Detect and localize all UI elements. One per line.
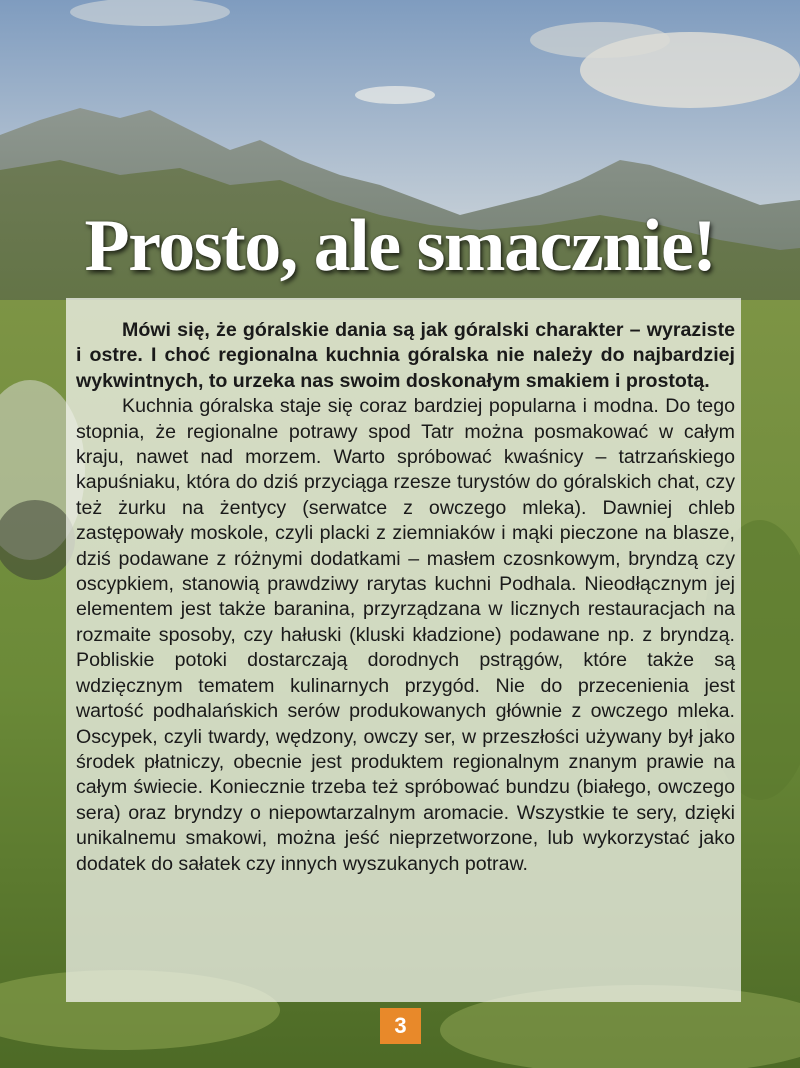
lead-paragraph: Mówi się, że góralskie dania są jak góralski charakter – wyraziste i ostre. I choć regionalna kuchnia góralska nie należy do najbardziej wykwintnych, to urzeka nas swoim doskonałym smakiem i prostotą. <box>76 319 735 392</box>
page-number-badge: 3 <box>380 1008 421 1044</box>
body-paragraph: Kuchnia góralska staje się coraz bardziej popularna i modna. Do tego stopnia, że regionalne potrawy spod Tatr można posmakować w całym kraju, nawet nad morzem. Warto spróbować kwaśnicy – tatrzańskiego kapuśniaku, która do dziś przyciąga rzesze turystów do góralskich chat, czy też żurku na żentycy (serwatce z owczego mleka). Dawniej chleb zastępowały moskole, czyli placki z ziemniaków i mąki pieczone na blasze, dziś podawane z różnymi dodatkami – masłem czosnkowym, bryndzą czy oscypkiem, stanowią prawdziwy rarytas kuchni Podhala. Nieodłącznym jej elementem jest także baranina, przyrządzana w licznych restauracjach na rozmaite sposoby, czy hałuski (kluski kładzione) podawane np. z bryndzą. Pobliskie potoki dostarczają dorodnych pstrągów, które także są wdzięcznym tematem kulinarnych przygód. Nie do przecenienia jest wartość podhalańskich serów produkowanych głównie z owczego mleka. Oscypek, czyli twardy, wędzony, owczy ser, w przeszłości używany był jako środek płatniczy, obecnie jest produktem regionalnym znanym prawie na całym świecie. Koniecznie trzeba też spróbować bundzu (białego, owczego sera) oraz bryndzy o niepowtarzalnym aromacie. Wszystkie te sery, dzięki unikalnemu smakowi, można jeść nieprzetworzone, lub wykorzystać jako dodatek do sałatek czy innych wyszukanych potraw. <box>76 395 735 875</box>
page-title: Prosto, ale smacznie! <box>84 205 716 287</box>
article-text-panel <box>66 298 741 1002</box>
